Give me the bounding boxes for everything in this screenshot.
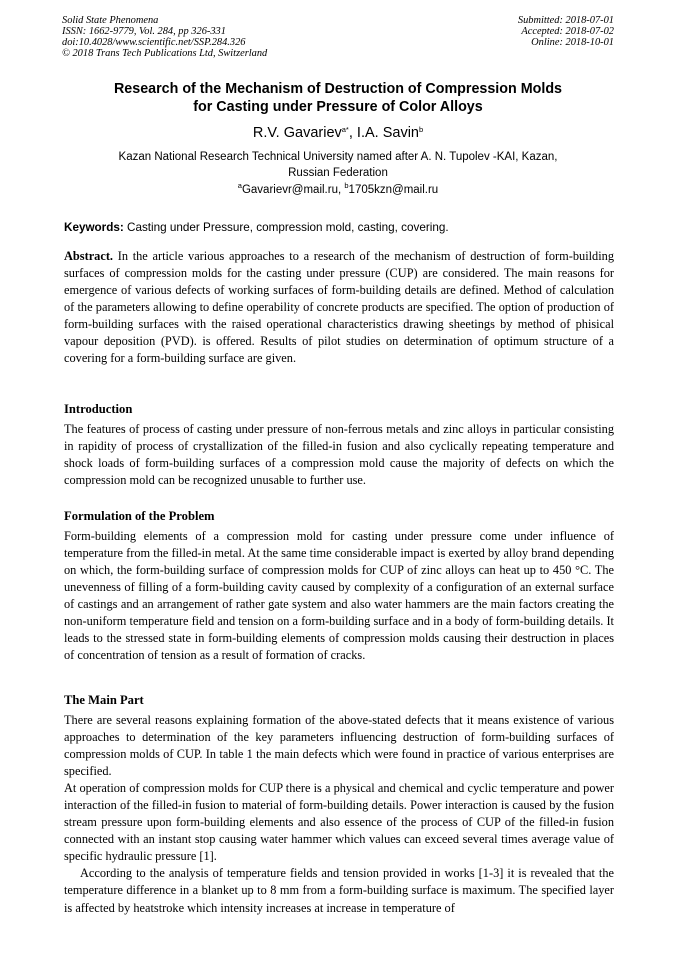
formulation-heading: Formulation of the Problem [64, 509, 215, 523]
introduction-text: The features of process of casting under pressure of non-ferrous metals and zinc alloys in particular consisting in rapidity of process of crystallization of the filled-in fusion and also cyclically repeating temperature and shock loads of form-building surfaces of a compression mold cause the majority of defects on which the compression mold can be recognized unusable to further use. [64, 422, 614, 488]
publication-dates [518, 15, 614, 48]
author-separator: , [348, 125, 357, 141]
abstract [64, 248, 614, 367]
main-part-paragraph-2: At operation of compression molds for CUP there is a physical and chemical and cyclic temperature and power interaction of the filled-in fusion to material of form-building details. Power interaction is caused by the fusion stream pressure upon form-building elements and also essence of the process of CUP of the filled-in fusion connected with an instant stop causing water hammer which values can exceed several times average value of specific hydraulic pressure [1]. [64, 781, 614, 864]
author-1: R.V. Gavariev [252, 125, 342, 141]
author-1-marker: a* [341, 125, 349, 134]
main-part-section [64, 712, 614, 917]
email-a[interactable]: Gavarievr@mail.ru, [241, 184, 345, 196]
journal-info [62, 15, 267, 59]
introduction-section [64, 421, 614, 489]
formulation-text: Form-building elements of a compression mold for casting under pressure come under influence of temperature from the filled-in metal. At the same time considerable impact is exerted by alloy brand depending on which, the form-building surface of compression molds for CUP of zinc alloys can heat up to 450 °C. The unevenness of filling of a form-building cavity caused by complexity of a configuration of an external surface of castings and an arrangement of rather gate system and also water hammers are the main factors creating the non-uniform temperature field and tension on a form-building surface and in a body of form-building details. It leads to the stressed state in form-building elements of compression molds causing their destruction in places of concentration of tension as a result of formation of cracks. [64, 529, 614, 663]
affiliation-line-2: Russian Federation [288, 167, 388, 179]
abstract-label: Abstract. [64, 249, 114, 263]
abstract-text: In the article various approaches to a research of the mechanism of destruction of form-building surfaces of compression molds for the casting under pressure (CUP) are considered. The main reasons for emergence of various defects of working surfaces of form-building details are defined. Method of calculation of the parameters allowing to define operability of concrete products are specified. The option of production of form-building surfaces with the raised operational characteristics drawing sheetings by method of phisical vapour deposition (PVD). is offered. Results of pilot studies on determination of optimum structure of a covering for a form-building surface are given. [64, 249, 614, 366]
email-b-marker: b [344, 181, 349, 190]
keywords [64, 220, 614, 235]
email-b[interactable]: 1705kzn@mail.ru [348, 184, 439, 196]
keywords-label: Keywords: [64, 221, 124, 234]
affiliation-line-1: Kazan National Research Technical University named after A. N. Tupolev -KAI, Kazan, [118, 151, 558, 163]
title-line-1: Research of the Mechanism of Destruction of Compression Molds [113, 81, 563, 97]
journal-name: Solid State Phenomena [62, 15, 159, 26]
journal-doi[interactable]: doi:10.4028/www.scientific.net/SSP.284.326 [62, 37, 246, 49]
title-line-2: for Casting under Pressure of Color Alloys [193, 99, 483, 115]
email-a-marker: a [237, 181, 242, 190]
keywords-text: Casting under Pressure, compression mold, casting, covering. [123, 221, 449, 234]
introduction-heading: Introduction [64, 402, 133, 416]
journal-copyright: © 2018 Trans Tech Publications Ltd, Switzerland [62, 48, 268, 60]
online-date: Online: 2018-10-01 [531, 37, 614, 49]
author-emails [60, 183, 616, 198]
journal-issn: ISSN: 1662-9779, Vol. 284, pp 326-331 [62, 26, 226, 38]
paper-title [60, 80, 616, 116]
formulation-section [64, 528, 614, 664]
author-2-marker: b [418, 125, 424, 134]
main-part-paragraph-1: There are several reasons explaining formation of the above-stated defects that it means existence of various approaches to determination of the key parameters influencing destruction of form-building surfaces of compression molds of CUP. In table 1 the main defects which were found in practice of various enterprises are specified. [64, 713, 614, 779]
submitted-date: Submitted: 2018-07-01 [517, 15, 614, 26]
main-part-heading: The Main Part [64, 693, 144, 707]
main-part-paragraph-3: According to the analysis of temperature fields and tension provided in works [1-3] it is revealed that the temperature difference in a blanket up to 8 mm from a form-building surface is maximum. The specified layer is affected by heatstroke which intensity increases at increase in temperature of [64, 866, 614, 915]
author-2: I.A. Savin [356, 125, 419, 141]
authors [60, 124, 616, 142]
affiliation [60, 149, 616, 181]
accepted-date: Accepted: 2018-07-02 [521, 26, 614, 38]
